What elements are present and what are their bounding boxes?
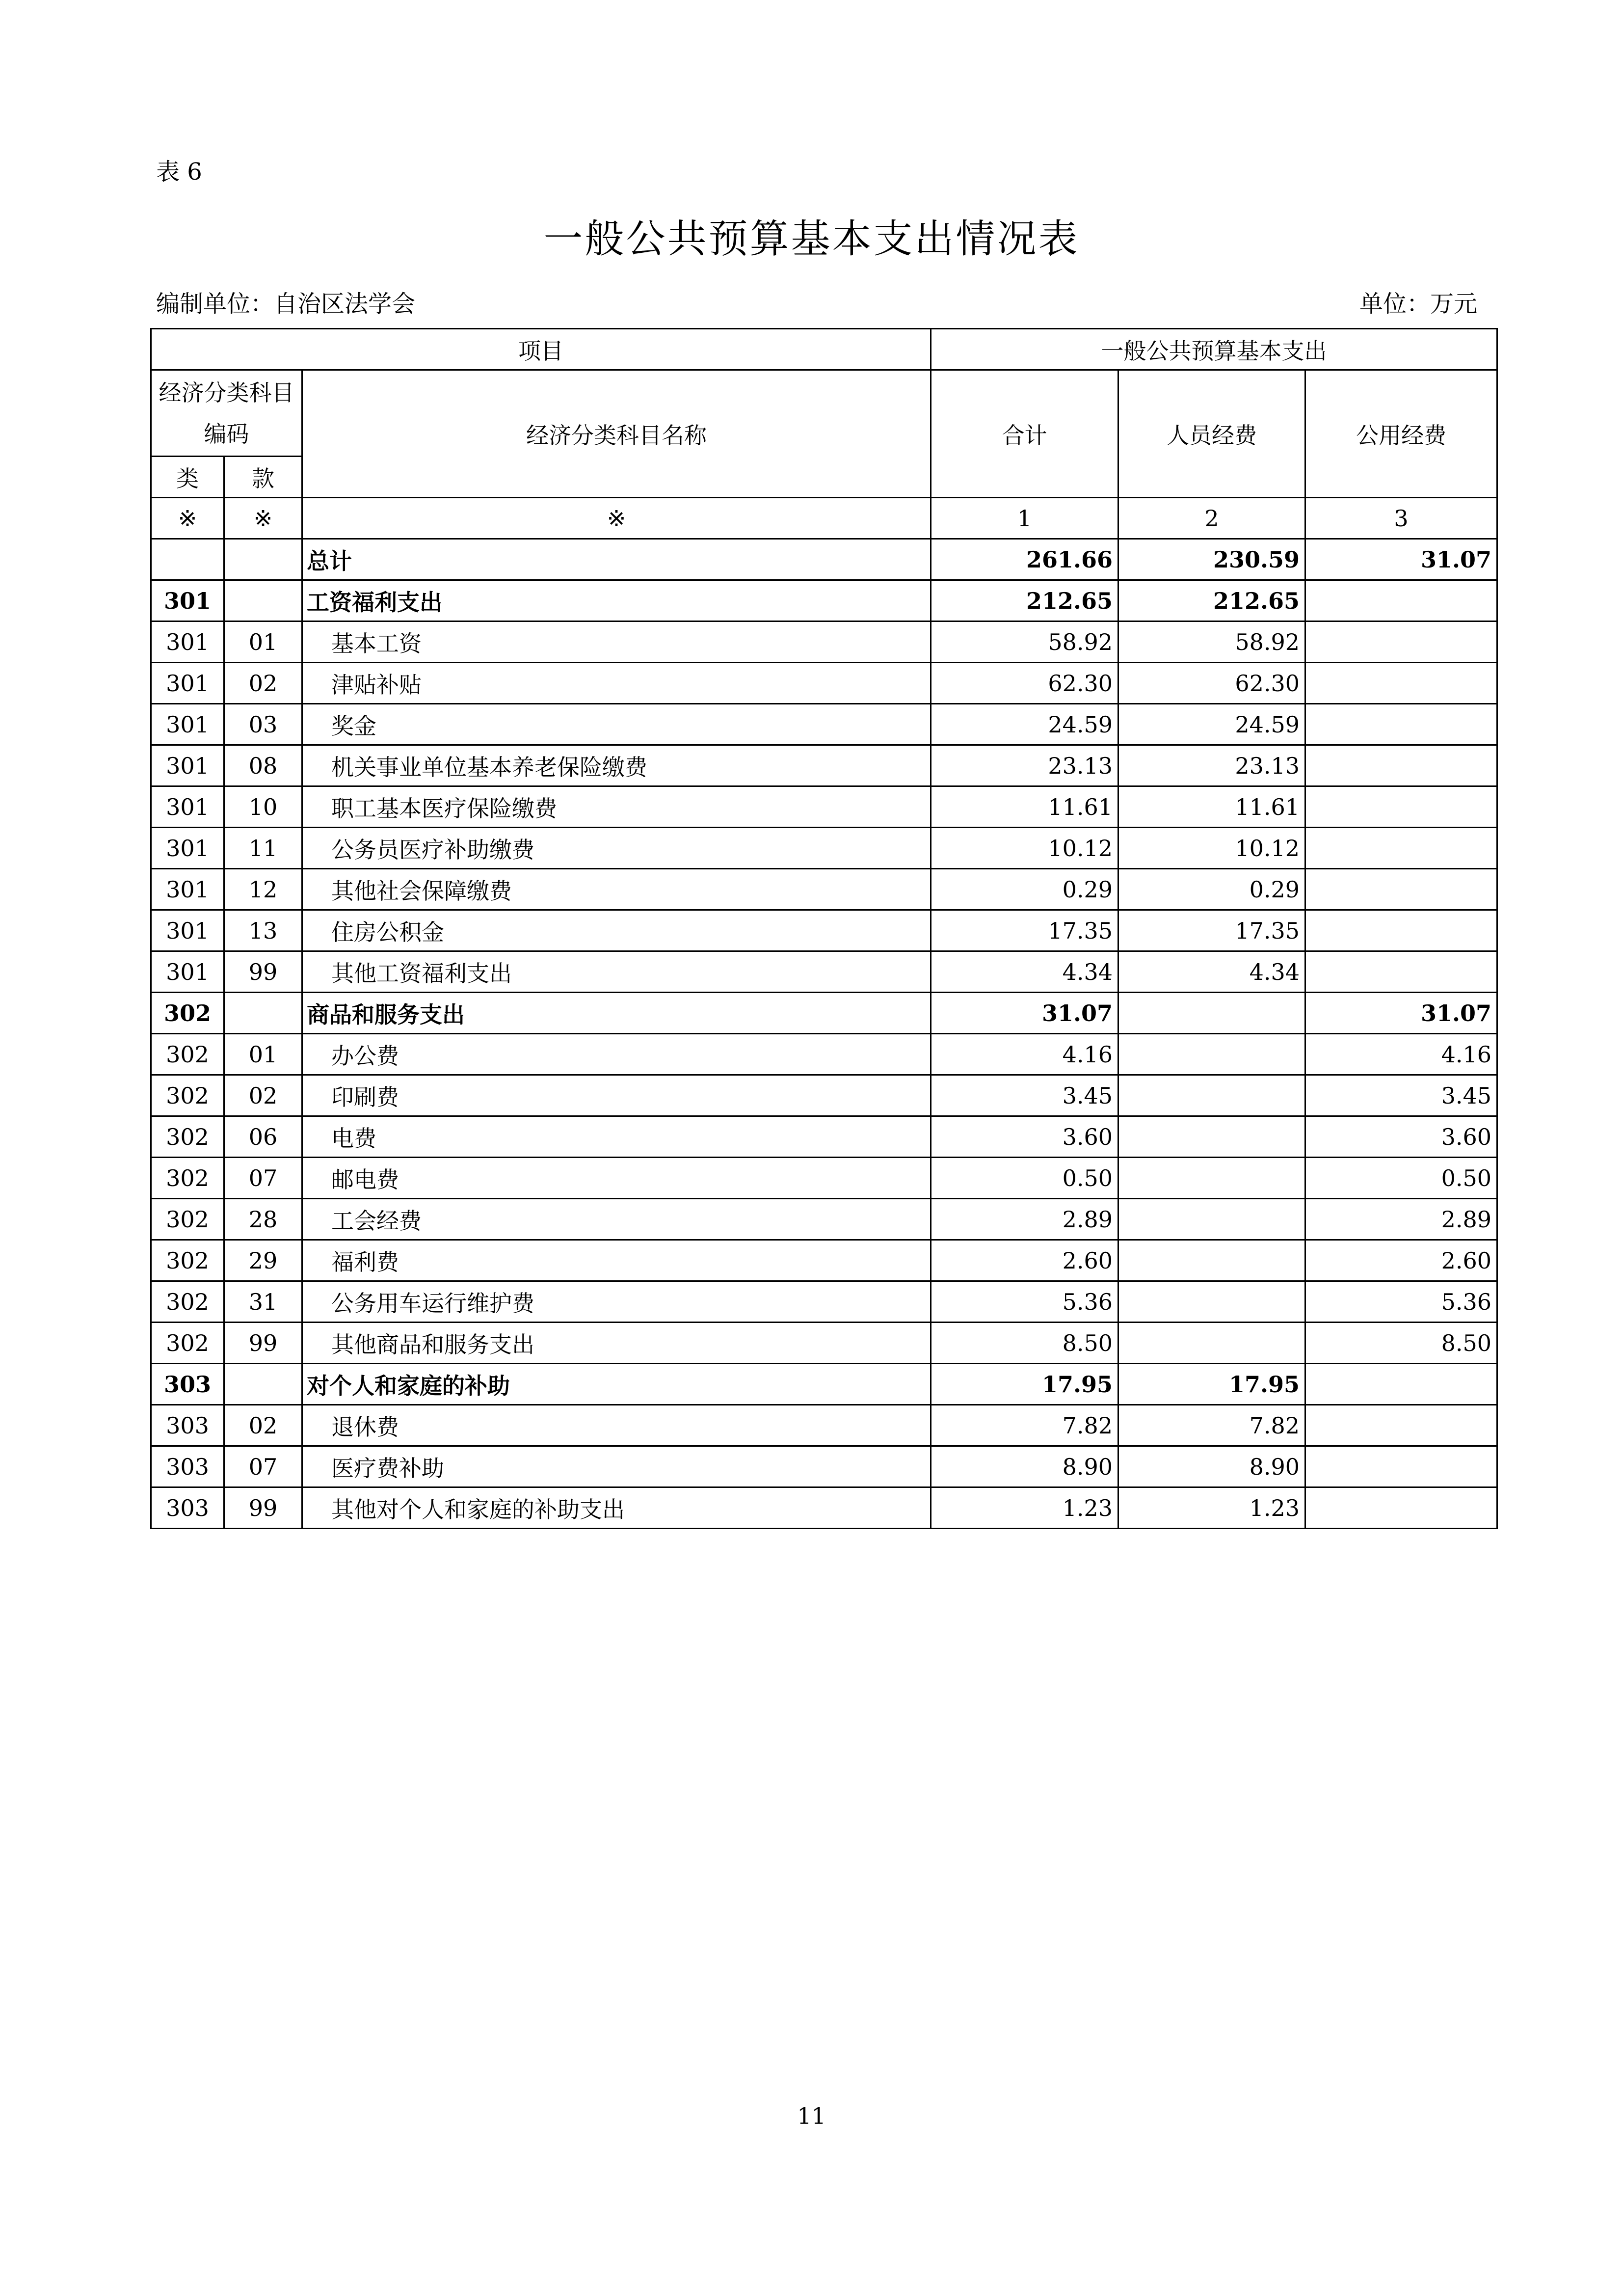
cell-kuan: 03 xyxy=(224,704,302,745)
header-row-1 xyxy=(151,329,1497,370)
cell-personnel: 11.61 xyxy=(1118,786,1305,828)
cell-public: 3.60 xyxy=(1305,1116,1497,1158)
cell-total: 8.90 xyxy=(931,1446,1118,1487)
cell-subject-name: 对个人和家庭的补助 xyxy=(302,1364,931,1405)
table-row xyxy=(151,1323,1497,1364)
header-lei: 类 xyxy=(151,457,224,498)
cell-public xyxy=(1305,1446,1497,1487)
table-row xyxy=(151,1075,1497,1116)
cell-lei: 301 xyxy=(151,745,224,786)
cell-total: 0.29 xyxy=(931,869,1118,910)
cell-public: 8.50 xyxy=(1305,1323,1497,1364)
cell-kuan: 02 xyxy=(224,663,302,704)
cell-kuan: 29 xyxy=(224,1240,302,1281)
table-row xyxy=(151,745,1497,786)
table-row xyxy=(151,1158,1497,1199)
cell-personnel xyxy=(1118,993,1305,1034)
column-index: 1 xyxy=(931,498,1118,539)
cell-subject-name: 医疗费补助 xyxy=(302,1446,931,1487)
table-row xyxy=(151,910,1497,951)
table-row xyxy=(151,580,1497,621)
table-row xyxy=(151,1446,1497,1487)
cell-public: 31.07 xyxy=(1305,539,1497,580)
cell-personnel xyxy=(1118,1281,1305,1323)
cell-subject-name: 职工基本医疗保险缴费 xyxy=(302,786,931,828)
cell-lei: 302 xyxy=(151,1158,224,1199)
cell-kuan: 10 xyxy=(224,786,302,828)
cell-lei: 302 xyxy=(151,1116,224,1158)
cell-kuan: 12 xyxy=(224,869,302,910)
cell-lei: 302 xyxy=(151,1323,224,1364)
cell-subject-name: 其他对个人和家庭的补助支出 xyxy=(302,1487,931,1529)
cell-subject-name: 公务员医疗补助缴费 xyxy=(302,828,931,869)
cell-public xyxy=(1305,1405,1497,1446)
currency-unit: 单位：万元 xyxy=(1359,290,1477,318)
cell-kuan: 31 xyxy=(224,1281,302,1323)
header-personnel: 人员经费 xyxy=(1118,370,1305,498)
cell-total: 2.89 xyxy=(931,1199,1118,1240)
cell-personnel xyxy=(1118,1116,1305,1158)
cell-subject-name: 福利费 xyxy=(302,1240,931,1281)
cell-total: 212.65 xyxy=(931,580,1118,621)
header-budget-group: 一般公共预算基本支出 xyxy=(931,329,1497,370)
cell-personnel xyxy=(1118,1075,1305,1116)
table-row xyxy=(151,1240,1497,1281)
header-row-4 xyxy=(151,498,1497,539)
cell-personnel: 8.90 xyxy=(1118,1446,1305,1487)
cell-subject-name: 津贴补贴 xyxy=(302,663,931,704)
cell-public xyxy=(1305,910,1497,951)
cell-personnel xyxy=(1118,1323,1305,1364)
cell-kuan: 28 xyxy=(224,1199,302,1240)
cell-kuan: 08 xyxy=(224,745,302,786)
cell-public xyxy=(1305,1364,1497,1405)
cell-public xyxy=(1305,828,1497,869)
cell-lei xyxy=(151,539,224,580)
cell-public: 2.89 xyxy=(1305,1199,1497,1240)
column-index: 3 xyxy=(1305,498,1497,539)
cell-total: 24.59 xyxy=(931,704,1118,745)
cell-kuan xyxy=(224,580,302,621)
cell-public xyxy=(1305,951,1497,993)
cell-public: 0.50 xyxy=(1305,1158,1497,1199)
cell-public xyxy=(1305,704,1497,745)
cell-public: 4.16 xyxy=(1305,1034,1497,1075)
cell-subject-name: 退休费 xyxy=(302,1405,931,1446)
cell-lei: 301 xyxy=(151,828,224,869)
table-row xyxy=(151,1487,1497,1529)
cell-kuan: 07 xyxy=(224,1446,302,1487)
cell-kuan xyxy=(224,1364,302,1405)
header-public: 公用经费 xyxy=(1305,370,1497,498)
header-code-group: 经济分类科目编码 xyxy=(151,370,302,457)
budget-table xyxy=(150,328,1498,1529)
table-row xyxy=(151,1116,1497,1158)
cell-total: 4.16 xyxy=(931,1034,1118,1075)
mark-cell: ※ xyxy=(224,498,302,539)
cell-personnel: 0.29 xyxy=(1118,869,1305,910)
cell-total: 10.12 xyxy=(931,828,1118,869)
page-number: 11 xyxy=(797,2103,826,2129)
cell-kuan: 11 xyxy=(224,828,302,869)
mark-cell: ※ xyxy=(151,498,224,539)
cell-lei: 302 xyxy=(151,1281,224,1323)
cell-total: 4.34 xyxy=(931,951,1118,993)
cell-total: 2.60 xyxy=(931,1240,1118,1281)
cell-public: 2.60 xyxy=(1305,1240,1497,1281)
table-row xyxy=(151,1364,1497,1405)
cell-public: 31.07 xyxy=(1305,993,1497,1034)
cell-lei: 301 xyxy=(151,704,224,745)
cell-lei: 302 xyxy=(151,1034,224,1075)
cell-personnel xyxy=(1118,1240,1305,1281)
cell-kuan xyxy=(224,539,302,580)
table-row xyxy=(151,951,1497,993)
table-row xyxy=(151,786,1497,828)
cell-subject-name: 工会经费 xyxy=(302,1199,931,1240)
cell-lei: 303 xyxy=(151,1364,224,1405)
cell-lei: 301 xyxy=(151,951,224,993)
cell-total: 0.50 xyxy=(931,1158,1118,1199)
cell-kuan: 02 xyxy=(224,1405,302,1446)
cell-total: 62.30 xyxy=(931,663,1118,704)
cell-subject-name: 住房公积金 xyxy=(302,910,931,951)
cell-lei: 301 xyxy=(151,910,224,951)
cell-kuan: 99 xyxy=(224,1323,302,1364)
cell-personnel: 4.34 xyxy=(1118,951,1305,993)
cell-kuan: 13 xyxy=(224,910,302,951)
cell-lei: 303 xyxy=(151,1405,224,1446)
cell-lei: 302 xyxy=(151,1199,224,1240)
cell-total: 5.36 xyxy=(931,1281,1118,1323)
header-row-2 xyxy=(151,370,1497,457)
cell-personnel: 23.13 xyxy=(1118,745,1305,786)
cell-total: 261.66 xyxy=(931,539,1118,580)
table-row xyxy=(151,1405,1497,1446)
cell-personnel: 62.30 xyxy=(1118,663,1305,704)
header-subject-name: 经济分类科目名称 xyxy=(302,370,931,498)
cell-personnel: 17.95 xyxy=(1118,1364,1305,1405)
cell-total: 11.61 xyxy=(931,786,1118,828)
cell-public xyxy=(1305,621,1497,663)
cell-public xyxy=(1305,580,1497,621)
cell-lei: 303 xyxy=(151,1446,224,1487)
cell-personnel xyxy=(1118,1199,1305,1240)
cell-public xyxy=(1305,663,1497,704)
cell-subject-name: 其他商品和服务支出 xyxy=(302,1323,931,1364)
cell-kuan xyxy=(224,993,302,1034)
cell-total: 8.50 xyxy=(931,1323,1118,1364)
page-title: 一般公共预算基本支出情况表 xyxy=(543,216,1080,262)
cell-subject-name: 奖金 xyxy=(302,704,931,745)
cell-lei: 302 xyxy=(151,1240,224,1281)
cell-subject-name: 办公费 xyxy=(302,1034,931,1075)
cell-subject-name: 公务用车运行维护费 xyxy=(302,1281,931,1323)
cell-public xyxy=(1305,786,1497,828)
cell-personnel: 7.82 xyxy=(1118,1405,1305,1446)
cell-personnel: 24.59 xyxy=(1118,704,1305,745)
mark-cell: ※ xyxy=(302,498,931,539)
cell-lei: 302 xyxy=(151,993,224,1034)
cell-lei: 301 xyxy=(151,663,224,704)
cell-total: 17.95 xyxy=(931,1364,1118,1405)
cell-personnel: 1.23 xyxy=(1118,1487,1305,1529)
cell-public: 3.45 xyxy=(1305,1075,1497,1116)
cell-subject-name: 邮电费 xyxy=(302,1158,931,1199)
cell-subject-name: 其他社会保障缴费 xyxy=(302,869,931,910)
cell-lei: 302 xyxy=(151,1075,224,1116)
cell-subject-name: 商品和服务支出 xyxy=(302,993,931,1034)
cell-total: 3.60 xyxy=(931,1116,1118,1158)
cell-personnel: 212.65 xyxy=(1118,580,1305,621)
cell-personnel: 17.35 xyxy=(1118,910,1305,951)
cell-kuan: 99 xyxy=(224,1487,302,1529)
cell-public: 5.36 xyxy=(1305,1281,1497,1323)
cell-lei: 301 xyxy=(151,580,224,621)
cell-personnel xyxy=(1118,1158,1305,1199)
table-row xyxy=(151,1199,1497,1240)
table-row xyxy=(151,1281,1497,1323)
cell-kuan: 07 xyxy=(224,1158,302,1199)
cell-kuan: 02 xyxy=(224,1075,302,1116)
cell-subject-name: 电费 xyxy=(302,1116,931,1158)
cell-subject-name: 总计 xyxy=(302,539,931,580)
cell-kuan: 01 xyxy=(224,621,302,663)
column-index: 2 xyxy=(1118,498,1305,539)
cell-subject-name: 印刷费 xyxy=(302,1075,931,1116)
table-row xyxy=(151,828,1497,869)
table-row xyxy=(151,993,1497,1034)
table-row xyxy=(151,704,1497,745)
cell-kuan: 06 xyxy=(224,1116,302,1158)
cell-public xyxy=(1305,745,1497,786)
table-number-label: 表 6 xyxy=(156,158,202,186)
cell-public xyxy=(1305,869,1497,910)
cell-total: 58.92 xyxy=(931,621,1118,663)
cell-lei: 301 xyxy=(151,786,224,828)
compiling-unit: 编制单位：自治区法学会 xyxy=(156,290,416,318)
cell-subject-name: 工资福利支出 xyxy=(302,580,931,621)
cell-kuan: 01 xyxy=(224,1034,302,1075)
table-row xyxy=(151,1034,1497,1075)
cell-total: 31.07 xyxy=(931,993,1118,1034)
cell-personnel: 58.92 xyxy=(1118,621,1305,663)
cell-subject-name: 其他工资福利支出 xyxy=(302,951,931,993)
header-project: 项目 xyxy=(151,329,931,370)
cell-total: 3.45 xyxy=(931,1075,1118,1116)
cell-personnel xyxy=(1118,1034,1305,1075)
cell-total: 7.82 xyxy=(931,1405,1118,1446)
header-kuan: 款 xyxy=(224,457,302,498)
cell-total: 17.35 xyxy=(931,910,1118,951)
cell-total: 1.23 xyxy=(931,1487,1118,1529)
cell-lei: 303 xyxy=(151,1487,224,1529)
cell-lei: 301 xyxy=(151,869,224,910)
cell-subject-name: 基本工资 xyxy=(302,621,931,663)
table-row xyxy=(151,539,1497,580)
table-row xyxy=(151,869,1497,910)
cell-lei: 301 xyxy=(151,621,224,663)
table-row xyxy=(151,621,1497,663)
table-row xyxy=(151,663,1497,704)
header-total: 合计 xyxy=(931,370,1118,498)
cell-total: 23.13 xyxy=(931,745,1118,786)
cell-kuan: 99 xyxy=(224,951,302,993)
cell-personnel: 230.59 xyxy=(1118,539,1305,580)
cell-public xyxy=(1305,1487,1497,1529)
cell-subject-name: 机关事业单位基本养老保险缴费 xyxy=(302,745,931,786)
cell-personnel: 10.12 xyxy=(1118,828,1305,869)
